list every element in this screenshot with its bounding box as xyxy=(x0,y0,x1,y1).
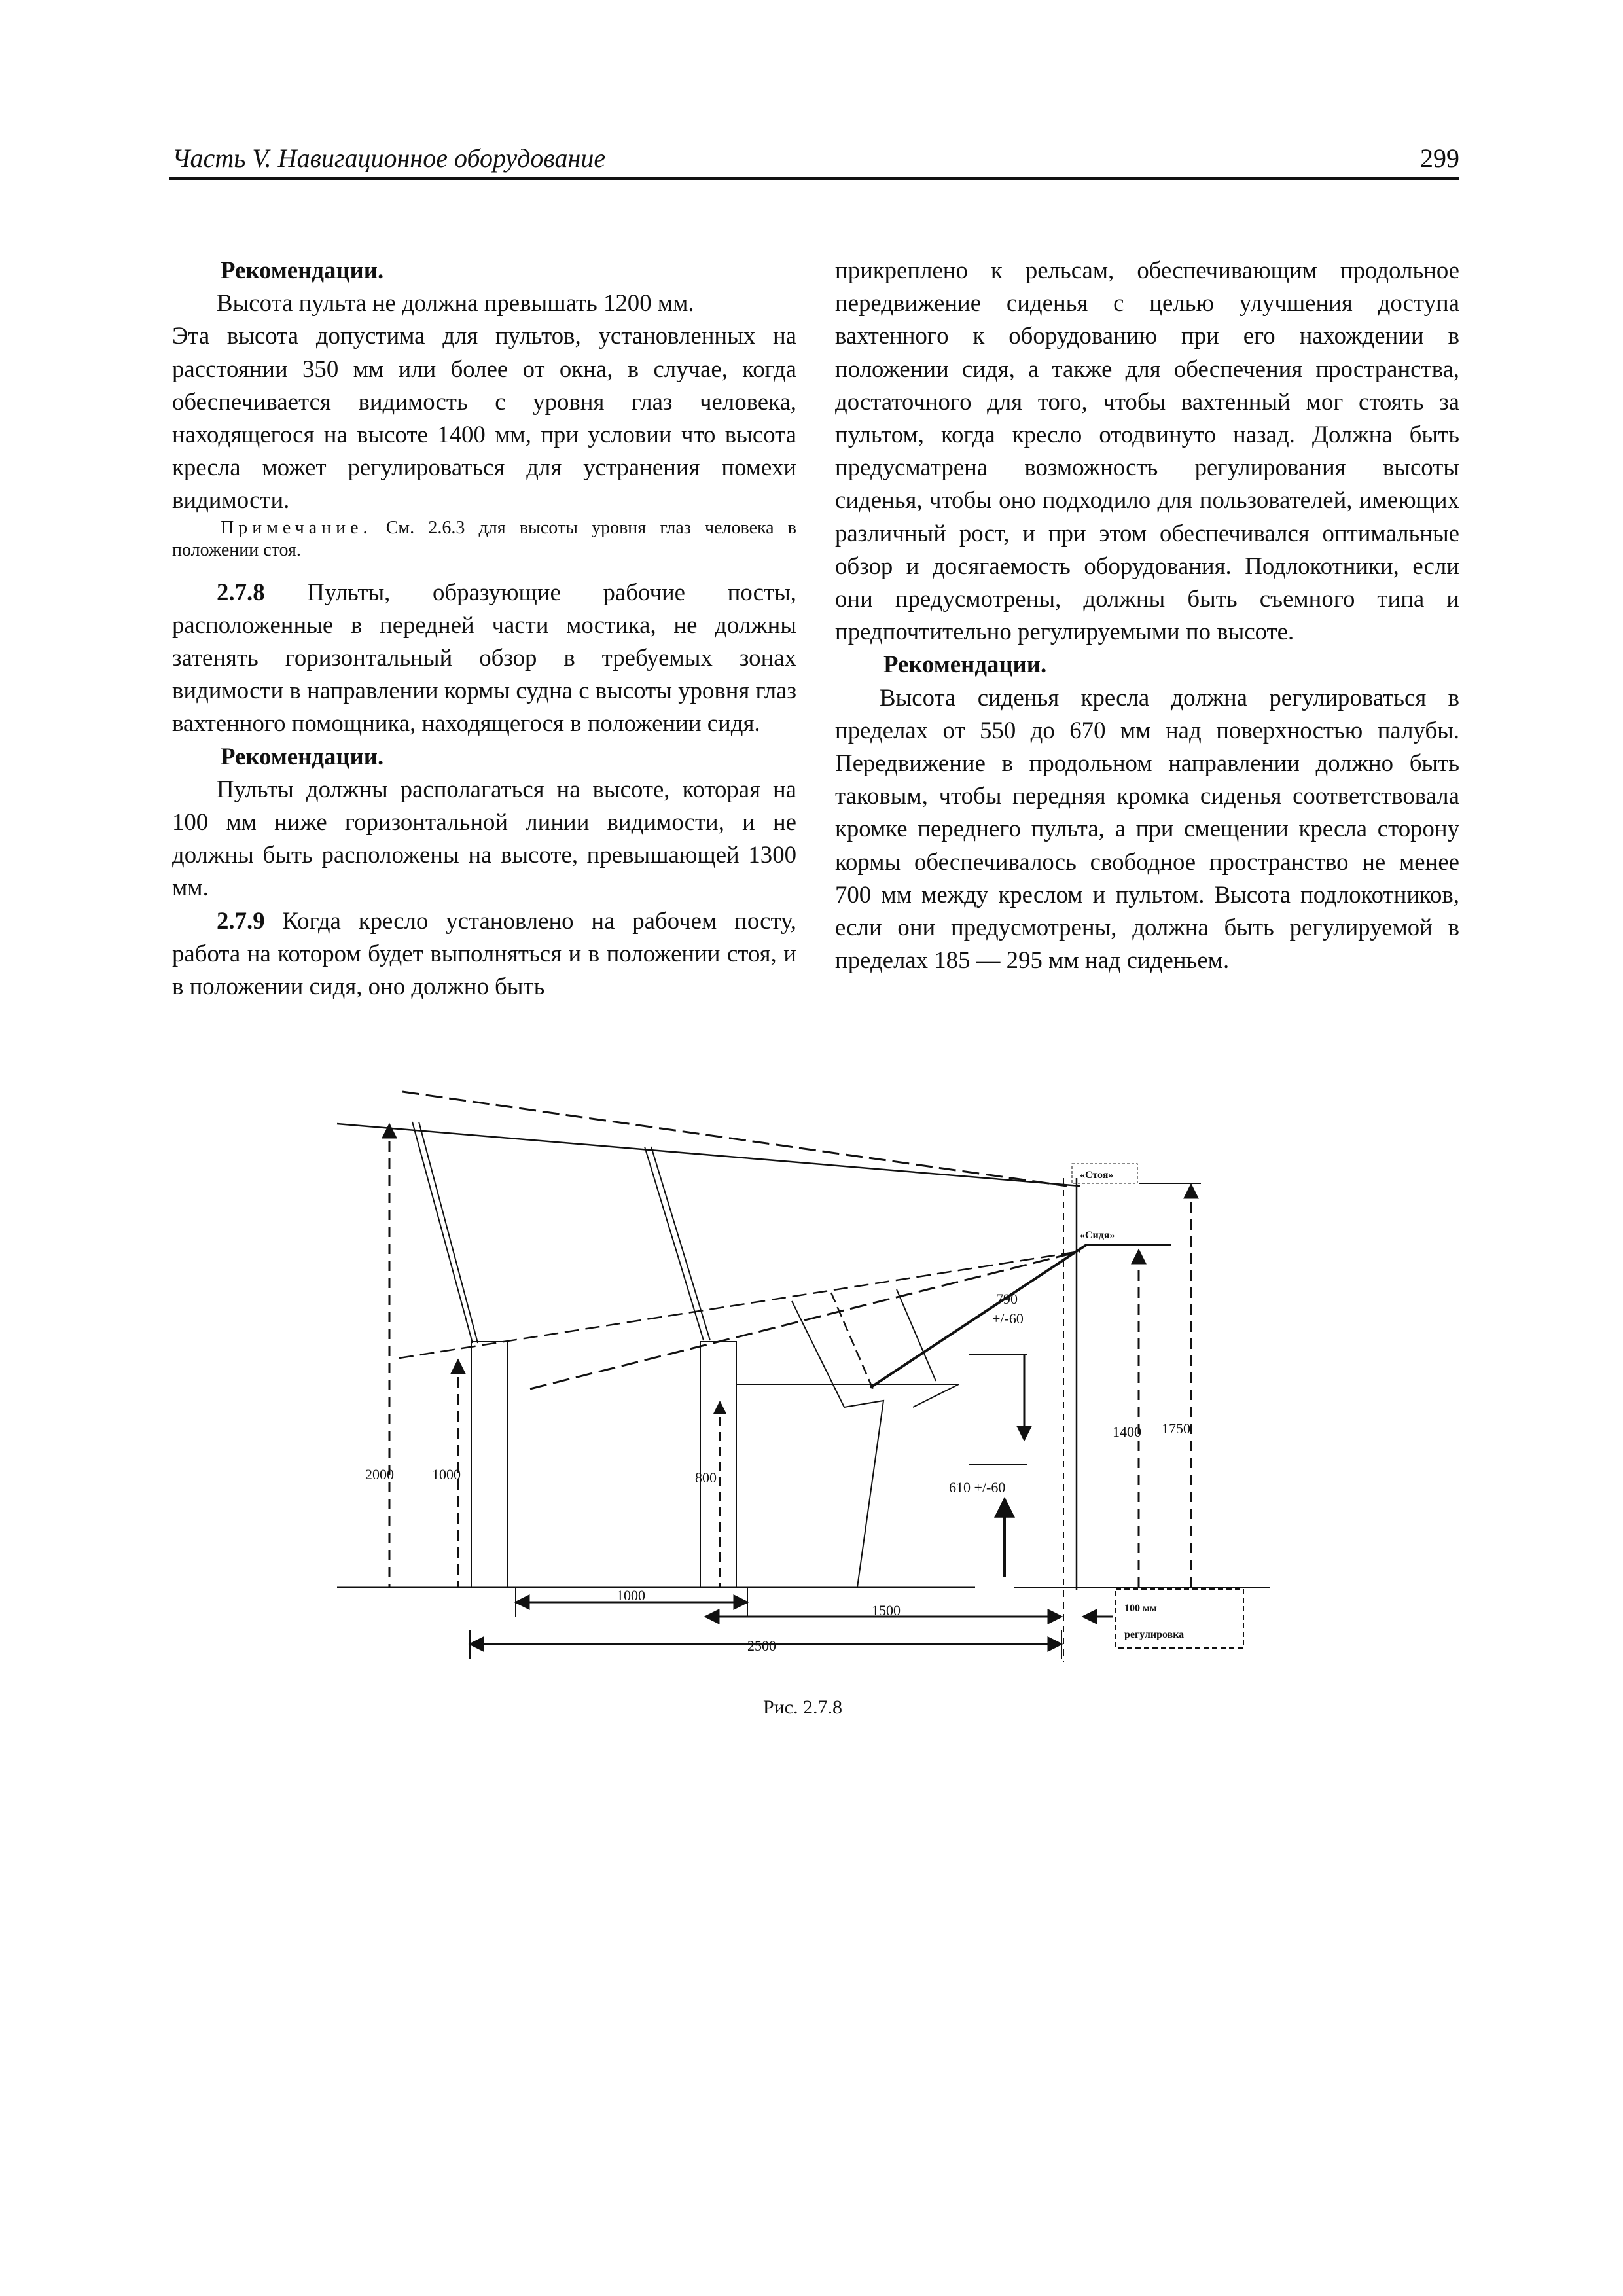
right-column xyxy=(835,254,1459,977)
dim-610-label: 610 +/-60 xyxy=(949,1479,1006,1496)
forward-console xyxy=(471,1342,507,1587)
adjustment-line-2: регулировка xyxy=(1124,1629,1185,1640)
left-column xyxy=(172,254,796,1003)
page-number: 299 xyxy=(1420,143,1459,173)
chair-outline xyxy=(792,1301,883,1587)
section-2-7-9 xyxy=(172,905,796,1003)
running-header-title: Часть V. Навигационное оборудование xyxy=(172,143,606,173)
dim-1000-h-label: 1000 xyxy=(616,1587,645,1604)
section-number-2-7-9: 2.7.9 xyxy=(217,906,265,934)
recommendations-heading-2: Рекомендации. xyxy=(221,742,384,770)
window-line-3 xyxy=(645,1147,704,1340)
dim-2000-label: 2000 xyxy=(365,1466,394,1482)
paragraph-seat-height: Высота сиденья кресла должна регулироваться в пределах от 550 до 670 мм над поверхностью палубы. Передвижение в продольном направлении должно быть таковым, чтобы передняя кромка сиденья соответствовала кромке переднего пульта, а при смещении кресла сторону кормы обеспечивалось свободное пространство не менее 700 мм между креслом и пультом. Высота подлокотников, если они предусмотрены, должна быть регулируемой в пределах 185 — 295 мм над сиденьем. xyxy=(835,683,1459,974)
recommendations-heading-3: Рекомендации. xyxy=(883,651,1047,678)
window-line-2 xyxy=(419,1122,478,1343)
line-2000-top xyxy=(337,1124,1080,1186)
dim-1400-label: 1400 xyxy=(1113,1424,1141,1440)
dim-1750-label: 1750 xyxy=(1162,1420,1190,1437)
section-text-2-7-8: Пульты, образующие рабочие посты, расположенные в передней части мостика, не должны затенять горизонтальный обзор в требуемых зонах видимости в направлении кормы судна с высоты уровня глаз вахтенного помощника, находящегося в положении сидя. xyxy=(172,578,796,737)
dim-790-label: 790 xyxy=(996,1291,1018,1307)
sightline-standing xyxy=(402,1092,1067,1186)
dim-1000-v-label: 1000 xyxy=(432,1466,461,1482)
paragraph-console-position: Пульты должны располагаться на высоте, которая на 100 мм ниже горизонтальной линии видимости, и не должны быть расположены на высоте, превышающей 1300 мм. xyxy=(172,775,796,901)
section-2-7-8 xyxy=(172,576,796,740)
adjustment-line-1: 100 мм xyxy=(1124,1603,1157,1614)
note-label: Примечание. xyxy=(221,517,372,538)
note xyxy=(172,517,796,562)
paragraph-chair-rails: прикреплено к рельсам, обеспечивающим продольное передвижение сиденья с целью улучшения доступа вахтенного к оборудованию при его нахождении в положении сидя, а также для обеспечения пространства, достаточного для того, чтобы вахтенный мог стоять за пультом, когда кресло отодвинуто назад. Должна быть предусматрена возможность регулирования высоты сиденья, чтобы оно подходило для пользователей, имеющих различный рост, и при этом обеспечивался оптимальные обзор и досягаемость оборудования. Подлокотники, если они предусмотрены, должны быть съемного типа и предпочтительно регулируемыми по высоте. xyxy=(835,257,1459,645)
dim-790-tol-label: +/-60 xyxy=(992,1310,1024,1327)
header-rule xyxy=(169,177,1459,180)
dim-1500-label: 1500 xyxy=(872,1602,901,1619)
bridge-console-diagram xyxy=(321,1073,1276,1662)
window-line-4 xyxy=(651,1147,710,1340)
seat-line xyxy=(870,1245,1086,1388)
dim-2500-label: 2500 xyxy=(747,1638,776,1654)
label-sitting: «Сидя» xyxy=(1080,1230,1115,1241)
recommendations-heading-1: Рекомендации. xyxy=(221,257,384,283)
section-number-2-7-8: 2.7.8 xyxy=(217,578,265,605)
console-front xyxy=(913,1384,959,1407)
note-text: См. 2.6.3 для высоты уровня глаз человека в положении стоя. xyxy=(172,517,797,560)
window-line-1 xyxy=(412,1122,473,1343)
rear-console xyxy=(700,1342,736,1587)
figure-caption: Рис. 2.7.8 xyxy=(763,1696,843,1718)
label-standing: «Стоя» xyxy=(1080,1170,1114,1181)
section-text-2-7-9: Когда кресло установлено на рабочем посту, работа на котором будет выполняться и в положении стоя, и в положении сидя, оно должно быть xyxy=(172,906,796,1000)
dim-800-label: 800 xyxy=(695,1469,717,1486)
paragraph-console-distance: Эта высота допустима для пультов, установленных на расстоянии 350 мм или более от окна, в случае, когда обеспечивается видимость с уровня глаз человека, находящегося на высоте 1400 мм, при условии что высота кресла может регулироваться для устранения помехи видимости. xyxy=(172,322,796,514)
paragraph-console-height: Высота пульта не должна превышать 1200 мм. xyxy=(217,289,694,317)
